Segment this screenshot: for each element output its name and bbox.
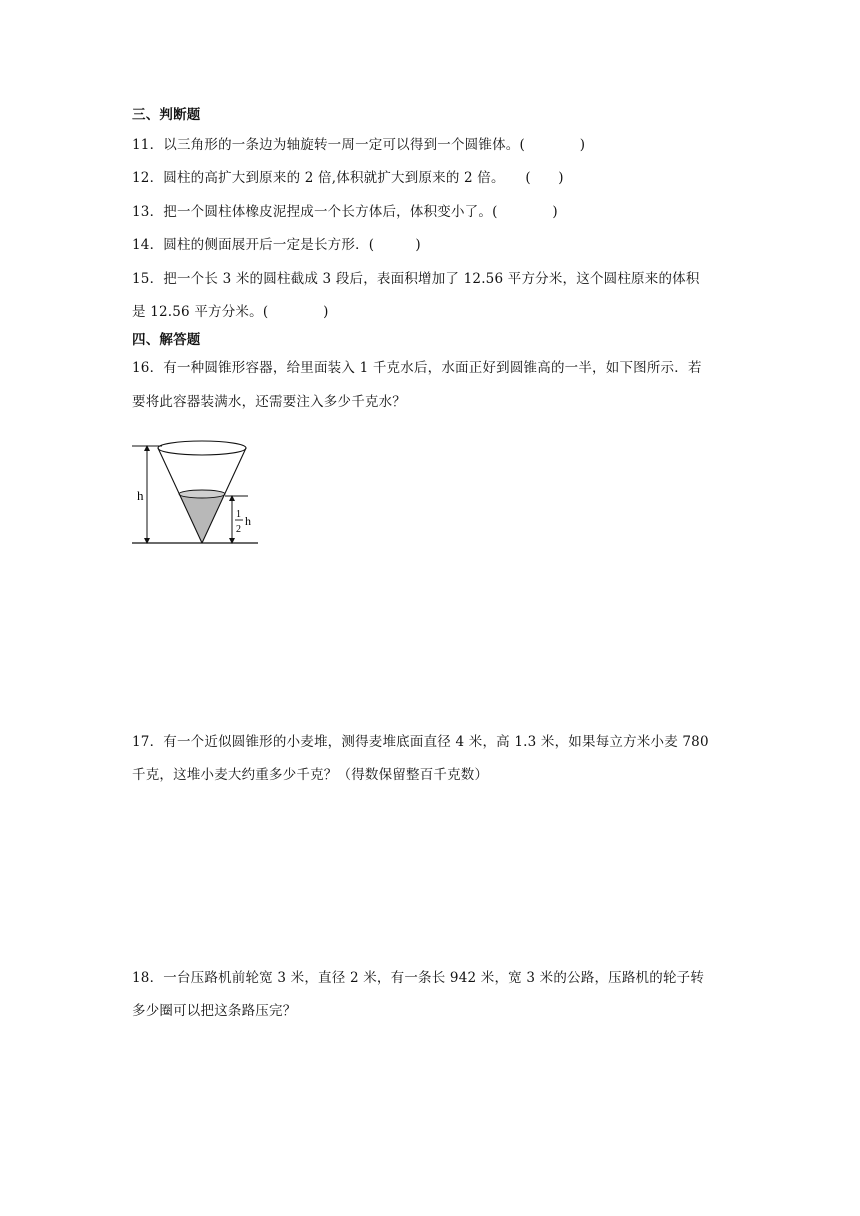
question-15-line-2: 是 12.56 平方分米。( ) [132, 304, 329, 320]
question-16-line-1: 16．有一种圆锥形容器，给里面装入 1 千克水后，水面正好到圆锥高的一半，如下图所示．若 [132, 360, 702, 376]
height-label: h [137, 488, 144, 503]
half-height-label: h [245, 514, 251, 528]
cone-rim [158, 441, 246, 455]
question-18-line-2: 多少圈可以把这条路压完？ [132, 1003, 297, 1019]
fraction-denominator: 2 [236, 524, 241, 535]
question-14: 14．圆柱的侧面展开后一定是长方形．( ) [132, 237, 421, 253]
question-13: 13．把一个圆柱体橡皮泥捏成一个长方体后，体积变小了。( ) [132, 204, 558, 220]
cone-container-figure [128, 440, 268, 552]
water-surface [179, 490, 225, 498]
question-17-line-2: 千克，这堆小麦大约重多少千克？（得数保留整百千克数） [132, 767, 489, 783]
question-18-line-1: 18．一台压路机前轮宽 3 米，直径 2 米，有一条长 942 米，宽 3 米的公路，压路机的轮子转 [132, 970, 705, 986]
water-fill [179, 494, 225, 543]
section-title-answers: 四、解答题 [132, 332, 201, 348]
fraction-numerator: 1 [236, 509, 241, 520]
question-11: 11．以三角形的一条边为轴旋转一周一定可以得到一个圆锥体。( ) [132, 137, 586, 153]
question-16-line-2: 要将此容器装满水，还需要注入多少千克水？ [132, 394, 406, 410]
section-title-judgement: 三、判断题 [132, 107, 201, 123]
question-17-line-1: 17．有一个近似圆锥形的小麦堆，测得麦堆底面直径 4 米，高 1.3 米，如果每立方米小麦 780 [132, 734, 709, 750]
question-12: 12．圆柱的高扩大到原来的 2 倍,体积就扩大到原来的 2 倍。 ( ) [132, 170, 564, 186]
question-15-line-1: 15．把一个长 3 米的圆柱截成 3 段后，表面积增加了 12.56 平方分米，这个圆柱原来的体积 [132, 271, 700, 287]
